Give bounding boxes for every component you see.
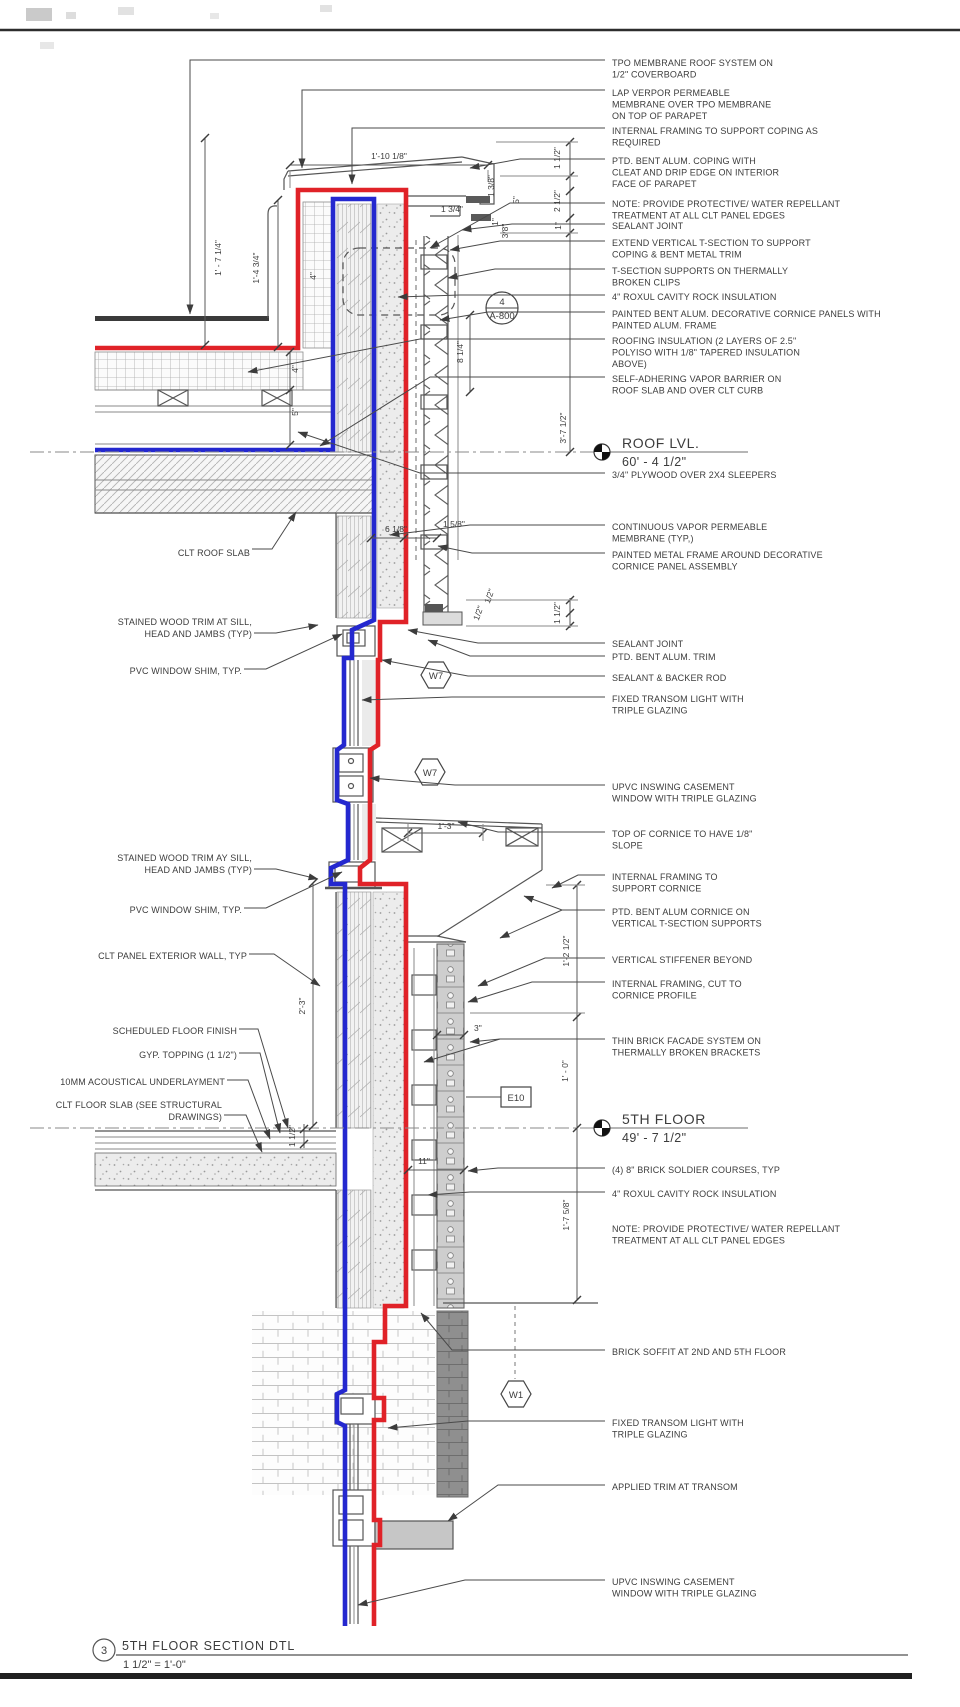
thin-brick-strip [437,944,464,1308]
svg-text:11": 11" [418,1156,430,1166]
annotation-lap-vapor: LAP VERPOR PERMEABLE MEMBRANE OVER TPO MEMBRANE ON TOP OF PARAPET [612,88,772,121]
annotation-roofing-insulation: ROOFING INSULATION (2 LAYERS OF 2.5" POLYISO WITH 1/8" TAPERED INSULATION ABOVE) [612,336,800,369]
clt-roof-slab [95,455,375,513]
label-stained-wood-trim-1: STAINED WOOD TRIM AT SILL, HEAD AND JAMBS (TYP) [117,617,252,639]
cavity-insulation-upper [377,204,404,608]
element-tag-e10 [466,1087,531,1107]
annotation-internal-framing-coping: INTERNAL FRAMING TO SUPPORT COPING AS REQUIRED [612,126,819,148]
svg-text:1 1/2": 1 1/2" [287,1125,297,1147]
svg-text:1/2": 1/2" [470,604,486,622]
annotation-note-repellant-2: NOTE: PROVIDE PROTECTIVE/ WATER REPELLANT TREATMENT AT ALL CLT PANEL EDGES [612,1224,841,1246]
annotation-roxul-1: 4" ROXUL CAVITY ROCK INSULATION [612,292,777,302]
annotation-framing-cut-cornice: INTERNAL FRAMING, CUT TO CORNICE PROFILE [612,979,742,1001]
svg-text:6 1/8": 6 1/8" [385,524,407,534]
annotation-sealant-backer-rod: SEALANT & BACKER ROD [612,673,727,683]
thin-brick-facade [412,944,464,1308]
svg-text:1'-2 1/2": 1'-2 1/2" [561,935,571,967]
annotation-upvc-casement-2: UPVC INSWING CASEMENT WINDOW WITH TRIPLE GLAZING [612,1577,757,1599]
window-assembly-mid [325,626,382,888]
svg-text:2 1/2": 2 1/2" [552,190,562,212]
window-tag-w1 [501,1306,531,1407]
fifth-floor-level-elevation: 49' - 7 1/2" [622,1131,687,1145]
title-block [93,1639,908,1671]
label-stained-wood-trim-2: STAINED WOOD TRIM AY SILL, HEAD AND JAMBS (TYP) [117,853,252,875]
annotations-right [612,58,881,1599]
svg-text:1 1/2": 1 1/2" [552,602,562,624]
clt-parapet-panel [337,204,371,452]
label-clt-panel-wall: CLT PANEL EXTERIOR WALL, TYP [98,951,247,961]
svg-text:1' - 7 1/4": 1' - 7 1/4" [213,240,223,276]
svg-text:E10: E10 [507,1093,525,1104]
annotation-top-of-cornice: TOP OF CORNICE TO HAVE 1/8" SLOPE [612,829,753,851]
label-clt-roof-slab: CLT ROOF SLAB [177,548,250,558]
roof-level-elevation: 60' - 4 1/2" [622,455,687,469]
annotation-roxul-2: 4" ROXUL CAVITY ROCK INSULATION [612,1189,777,1199]
svg-text:4": 4" [308,272,318,280]
label-gyp-topping: GYP. TOPPING (1 1/2") [139,1050,237,1060]
svg-text:1": 1" [553,222,563,230]
annotation-vapor-barrier: SELF-ADHERING VAPOR BARRIER ON ROOF SLAB AND OVER CLT CURB [612,374,782,396]
svg-text:W7: W7 [422,768,438,779]
detail-number: 3 [100,1645,108,1657]
annotation-fixed-transom-1: FIXED TRANSOM LIGHT WITH TRIPLE GLAZING [612,694,744,716]
svg-text:1' - 0": 1' - 0" [560,1060,570,1082]
annotation-ptd-cornice: PTD. BENT ALUM CORNICE ON VERTICAL T-SECTION SUPPORTS [612,907,762,929]
svg-text:1'-4 3/4": 1'-4 3/4" [251,252,261,284]
upper-spandrel-wall [336,513,371,618]
window-tag-w7-a [421,662,451,688]
annotation-ptd-alum-trim: PTD. BENT ALUM. TRIM [612,652,716,662]
svg-text:1 1/2": 1 1/2" [552,147,562,169]
label-pvc-shim-1: PVC WINDOW SHIM, TYP. [129,666,242,676]
label-clt-floor-slab: CLT FLOOR SLAB (SEE STRUCTURAL DRAWINGS) [55,1100,222,1122]
fifth-floor-slab [95,1131,336,1190]
svg-text:3/8": 3/8" [500,223,510,239]
annotation-applied-trim: APPLIED TRIM AT TRANSOM [612,1482,738,1492]
svg-text:2'-3": 2'-3" [297,997,307,1015]
svg-text:W1: W1 [508,1390,524,1401]
annotation-sealant-joint-1: SEALANT JOINT [612,221,684,231]
label-pvc-shim-2: PVC WINDOW SHIM, TYP. [129,905,242,915]
svg-text:1 3/8": 1 3/8" [486,175,496,197]
annotation-cornice-panels: PAINTED BENT ALUM. DECORATIVE CORNICE PANELS WITH PAINTED ALUM. FRAME [612,309,881,331]
annotation-sealant-joint-2: SEALANT JOINT [612,639,684,649]
svg-text:3": 3" [474,1023,482,1033]
annotation-note-repellant-1: NOTE: PROVIDE PROTECTIVE/ WATER REPELLANT TREATMENT AT ALL CLT PANEL EDGES [612,199,841,221]
annotation-coping: PTD. BENT ALUM. COPING WITH CLEAT AND DRIP EDGE ON INTERIOR FACE OF PARAPET [612,156,780,189]
annotation-thin-brick: THIN BRICK FACADE SYSTEM ON THERMALLY BROKEN BRACKETS [612,1036,762,1058]
detail-callout-4-A800 [486,292,518,324]
svg-text:A-800: A-800 [489,311,515,322]
annotation-vapor-permeable-membrane: CONTINUOUS VAPOR PERMEABLE MEMBRANE (TYP,) [612,522,768,544]
svg-text:1'-10 1/8": 1'-10 1/8" [371,151,407,161]
svg-text:1/2": 1/2" [481,587,497,605]
brick-soffit-zone [252,1303,598,1497]
roof-level-name: ROOF LVL. [622,435,700,451]
annotation-vertical-stiffener: VERTICAL STIFFENER BEYOND [612,955,753,965]
svg-text:1'-3": 1'-3" [437,821,455,831]
svg-text:1 3/4": 1 3/4" [441,204,463,214]
labels-left [56,548,252,1122]
svg-text:1": 1" [490,218,500,226]
brick-soffit-column [437,1311,468,1497]
detail-scale: 1 1/2" = 1'-0" [123,1659,186,1671]
annotation-tsection-supports: T-SECTION SUPPORTS ON THERMALLY BROKEN CLIPS [612,266,789,288]
fifth-floor-level-name: 5TH FLOOR [622,1111,706,1127]
annotation-soldier-courses: (4) 8" BRICK SOLDIER COURSES, TYP [612,1165,781,1175]
annotation-upvc-casement-1: UPVC INSWING CASEMENT WINDOW WITH TRIPLE GLAZING [612,782,757,804]
label-acoustical-underlayment: 10MM ACOUSTICAL UNDERLAYMENT [60,1077,225,1087]
detail-title: 5TH FLOOR SECTION DTL [122,1639,296,1653]
applied-trim-bar [375,1521,453,1549]
svg-text:5": 5" [511,196,521,204]
annotation-fixed-transom-2: FIXED TRANSOM LIGHT WITH TRIPLE GLAZING [612,1418,744,1440]
annotation-tpo-membrane: TPO MEMBRANE ROOF SYSTEM ON 1/2" COVERBOARD [612,58,774,80]
svg-text:W7: W7 [428,671,444,682]
svg-text:3'-7 1/2": 3'-7 1/2" [558,412,568,444]
svg-text:1 5/8": 1 5/8" [443,519,465,529]
svg-text:1'-7 5/8": 1'-7 5/8" [561,1199,571,1231]
svg-text:4: 4 [499,297,505,308]
annotation-extend-tsection: EXTEND VERTICAL T-SECTION TO SUPPORT COPING & BENT METAL TRIM [612,238,811,260]
svg-text:4": 4" [290,365,300,373]
window-tag-w7-b [415,759,445,785]
annotation-painted-metal-frame: PAINTED METAL FRAME AROUND DECORATIVE CORNICE PANEL ASSEMBLY [612,550,823,572]
annotation-brick-soffit: BRICK SOFFIT AT 2ND AND 5TH FLOOR [612,1347,786,1357]
svg-text:5": 5" [290,408,300,416]
scan-artifacts [26,5,332,49]
annotation-internal-framing-cornice: INTERNAL FRAMING TO SUPPORT CORNICE [612,872,718,894]
svg-text:8 1/4": 8 1/4" [455,341,465,363]
label-floor-finish: SCHEDULED FLOOR FINISH [112,1026,237,1036]
sleeper-blocks [158,390,292,406]
cavity-insulation-lower [373,892,404,1308]
annotation-plywood-sleepers: 3/4" PLYWOOD OVER 2X4 SLEEPERS [612,470,777,480]
leaders-left [224,512,342,1152]
